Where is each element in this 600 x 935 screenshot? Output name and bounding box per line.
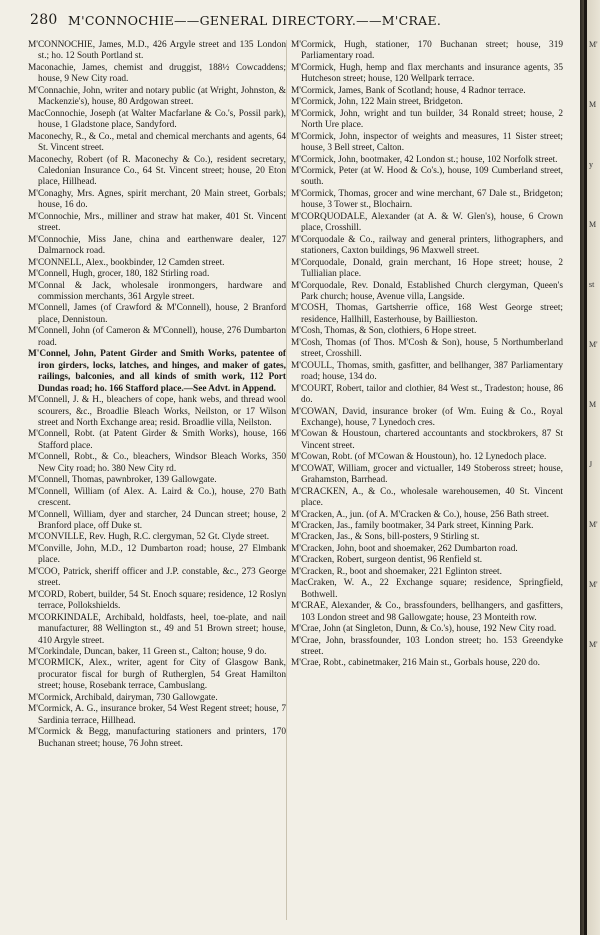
directory-entry: M'CONNELL, Alex., bookbinder, 12 Camden street. [28,257,225,268]
directory-entry: M'Cormick, Thomas, grocer and wine merchant, 67 Dale st., Bridgeton; house, 3 Tower st., Blochairn. [291,188,563,211]
spine-fragment: y [589,160,593,169]
left-column [28,40,286,928]
directory-entry: M'COURT, Robert, tailor and clothier, 84 West st., Tradeston; house, 86 do. [291,383,563,406]
directory-entry: M'Cowan & Houstoun, chartered accountants and stockbrokers, 87 St Vincent street. [291,429,563,451]
directory-entry: M'Cormick, Hugh, stationer, 170 Buchanan street; house, 319 Parliamentary road. [291,40,563,62]
directory-entry: M'Cracken, A., jun. (of A. M'Cracken & Co.), house, 256 Bath street. [291,509,549,520]
directory-entry: M'Cosh, Thomas (of Thos. M'Cosh & Son), house, 5 Northumberland street, Crosshill. [291,337,563,360]
running-title: M'CONNOCHIE——GENERAL DIRECTORY.——M'CRAE. [68,13,442,28]
directory-entry: M'Connell, William (of Alex. A. Laird & Co.), house, 270 Bath crescent. [28,486,286,509]
directory-entry: M'Connochie, Mrs., milliner and straw hat maker, 401 St. Vincent street. [28,211,286,234]
directory-entry: M'Cowan, Robt. (of M'Cowan & Houstoun), ho. 12 Lynedoch place. [291,452,547,463]
directory-entry: MacCraken, W. A., 22 Exchange square; residence, Springfield, Bothwell. [291,578,563,600]
directory-entry: M'Cormick, Archibald, dairyman, 730 Gallowgate. [28,692,218,703]
directory-entry: M'Crae, Robt., cabinetmaker, 216 Main st., Gorbals house, 220 do. [291,658,540,669]
spine-fragment: M' [589,340,598,349]
spine-fragment: M' [589,520,598,529]
directory-entry: M'Cosh, Thomas, & Son, clothiers, 6 Hope street. [291,326,477,337]
directory-entry: M'CONNOCHIE, James, M.D., 426 Argyle street and 135 London st.; ho. 12 South Portland st. [28,40,286,62]
directory-entry: M'CONVILLE, Rev. Hugh, R.C. clergyman, 52 Gt. Clyde street. [28,532,270,543]
directory-entry: M'Crae, John, brassfounder, 103 London street; ho. 153 Greendyke street. [291,635,563,658]
directory-entry: M'Cormick, John, inspector of weights and measures, 11 Sister street; house, 3 Bell street, Calton. [291,131,563,154]
directory-entry: M'Cracken, Jas., & Sons, bill-posters, 9 Stirling st. [291,532,480,543]
directory-entry: Maconechy, R., & Co., metal and chemical merchants and agents, 64 St. Vincent street. [28,131,286,154]
column-divider [286,40,287,920]
directory-entry: Maconechy, Robert (of R. Maconechy & Co.), resident secretary, Caledonian Insurance Co., 64 St. Vincent street; house, 20 Eton place, Hillhead. [28,154,286,188]
directory-entry: M'Cracken, John, boot and shoemaker, 262 Dumbarton road. [291,543,518,554]
directory-entry: M'CORMICK, Alex., writer, agent for City of Glasgow Bank, procurator fiscal for burgh of Rutherglen, 54 Great Hamilton street; house, Rosebank terrace, Cambuslang. [28,658,286,692]
directory-entry: M'Corquodale & Co., railway and general printers, lithographers, and stationers, Caxton buildings, 96 Maxwell street. [291,234,563,257]
directory-entry: M'CORD, Robert, builder, 54 St. Enoch square; residence, 12 Roslyn terrace, Pollokshields. [28,589,286,612]
spine-fragment: J [589,460,593,469]
directory-entry: M'Cormick, John, wright and tun builder, 34 Ronald street; house, 2 North Ure place. [291,108,563,131]
directory-entry: M'Connell, Thomas, pawnbroker, 139 Gallowgate. [28,475,217,486]
directory-entry: M'Cormick, John, bootmaker, 42 London st.; house, 102 Norfolk street. [291,154,558,165]
directory-entry: M'Connell, Robt. (at Patent Girder & Smith Works), house, 166 Stafford place. [28,429,286,451]
directory-entry: M'Connell, William, dyer and starcher, 24 Duncan street; house, 2 Branford place, off Duke st. [28,509,286,532]
directory-entry: M'CORKINDALE, Archibald, holdfasts, heel, toe-plate, and nail manufacturer, 88 Wellington st., 49 and 51 Brown street; house, 410 Argyle street. [28,612,286,646]
directory-entry: M'Connel, John, Patent Girder and Smith Works, patentee of iron girders, locks, latches, and hinges, and maker of gates, railings, balconies, and all kinds of smith work, 112 Port Dundas road; ho. 166 Stafford place.—See Advt. in Append. [28,349,286,394]
directory-entry: M'Connell, Hugh, grocer, 180, 182 Stirling road. [28,269,210,280]
spine-fragment: st [589,280,595,289]
directory-entry: M'Cormick, Hugh, hemp and flax merchants and insurance agents, 35 Hutcheson street; house, 120 Wellpark terrace. [291,62,563,85]
directory-entry: M'COWAT, William, grocer and victualler, 149 Stobeross street; house, Grahamston, Barrhead. [291,463,563,486]
page-header [30,12,575,30]
directory-entry: M'Cormick, James, Bank of Scotland; house, 4 Radnor terrace. [291,85,526,96]
directory-entry: Maconachie, James, chemist and druggist, 188½ Cowcaddens; house, 9 New City road. [28,62,286,85]
directory-entry: M'Connochie, Miss Jane, china and earthenware dealer, 127 Dalmarnock road. [28,234,286,257]
directory-entry: M'Cormick, A. G., insurance broker, 54 West Regent street; house, 7 Sardinia terrace, Hillhead. [28,704,286,726]
spine-rule [584,0,587,935]
page-number: 280 [30,12,58,28]
spine-fragment: M [589,100,597,109]
directory-entry: M'Conville, John, M.D., 12 Dumbarton road; house, 27 Elmbank place. [28,543,286,566]
directory-entry: M'Cracken, Jas., family bootmaker, 34 Park street, Kinning Park. [291,521,534,532]
directory-entry: M'Connell, John (of Cameron & M'Connell), house, 276 Dumbarton road. [28,326,286,348]
directory-entry: M'Cracken, Robert, surgeon dentist, 96 Renfield st. [291,555,483,566]
directory-entry: M'Cormick & Begg, manufacturing stationers and printers, 170 Buchanan street; house, 76 John street. [28,727,286,749]
directory-entry: M'CRAE, Alexander, & Co., brassfounders, bellhangers, and gasfitters, 103 London street and 98 Gallowgate; house, 23 Monteith row. [291,601,563,623]
directory-entry: M'COULL, Thomas, smith, gasfitter, and bellhanger, 387 Parliamentary road; house, 134 do. [291,360,563,383]
directory-entry: M'Cormick, Peter (at W. Hood & Co's.), house, 109 Cumberland street, south. [291,165,563,188]
directory-entry: M'Conaghy, Mrs. Agnes, spirit merchant, 20 Main street, Gorbals; house, 16 do. [28,188,286,211]
spine-fragment: M [589,400,597,409]
directory-entry: MacConnochie, Joseph (at Walter Macfarlane & Co.'s, Possil park), house, 1 Gladstone place, Sandyford. [28,108,286,131]
directory-entry: M'Connell, James (of Crawford & M'Connell), house, 2 Branford place, Dennistoun. [28,303,286,325]
directory-entry: M'COSH, Thomas, Gartsherrie office, 168 West George street; residence, Hallhill, Easterhouse, by Baillieston. [291,303,563,325]
spine-fragment: M [589,220,597,229]
directory-entry: M'Corquodale, Donald, grain merchant, 16 Hope street; house, 2 Tullialian place. [291,257,563,280]
directory-entry: M'Cracken, R., boot and shoemaker, 221 Eglinton street. [291,566,502,577]
directory-entry: M'COO, Patrick, sheriff officer and J.P. constable, &c., 273 George street. [28,566,286,589]
directory-entry: M'Connachie, John, writer and notary public (at Wright, Johnston, & Mackenzie's), house, 80 Ardgowan street. [28,85,286,108]
directory-entry: M'CORQUODALE, Alexander (at A. & W. Glen's), house, 6 Crown place, Crosshill. [291,211,563,234]
directory-entry: M'Cormick, John, 122 Main street, Bridgeton. [291,97,463,108]
right-column [291,40,563,928]
directory-entry: M'CRACKEN, A., & Co., wholesale warehousemen, 40 St. Vincent place. [291,486,563,509]
directory-entry: M'Crae, John (at Singleton, Dunn, & Co.'s), house, 192 New City road. [291,624,557,635]
directory-entry: M'Corquodale, Rev. Donald, Established Church clergyman, Queen's Park church; house, Avenue villa, Langside. [291,280,563,302]
spine-fragment: M' [589,40,598,49]
directory-entry: M'Connal & Jack, wholesale ironmongers, hardware and commission merchants, 361 Argyle street. [28,280,286,302]
directory-entry: M'Connell, Robt., & Co., bleachers, Windsor Bleach Works, 350 New City road; ho. 380 New City rd. [28,452,286,474]
directory-entry: M'COWAN, David, insurance broker (of Wm. Euing & Co., Royal Exchange), house, 7 Lynedoch cres. [291,406,563,428]
directory-entry: M'Corkindale, Duncan, baker, 11 Green st., Calton; house, 9 do. [28,647,267,658]
spine-fragment: M' [589,640,598,649]
spine-fragment: M' [589,580,598,589]
directory-entry: M'Connell, J. & H., bleachers of cope, hank webs, and thread wool scourers, &c., Broadlie Bleach Works, Neilston, or 17 Wilson street and North Exchange area; resid. Broadlie villa, Neilston. [28,395,286,428]
